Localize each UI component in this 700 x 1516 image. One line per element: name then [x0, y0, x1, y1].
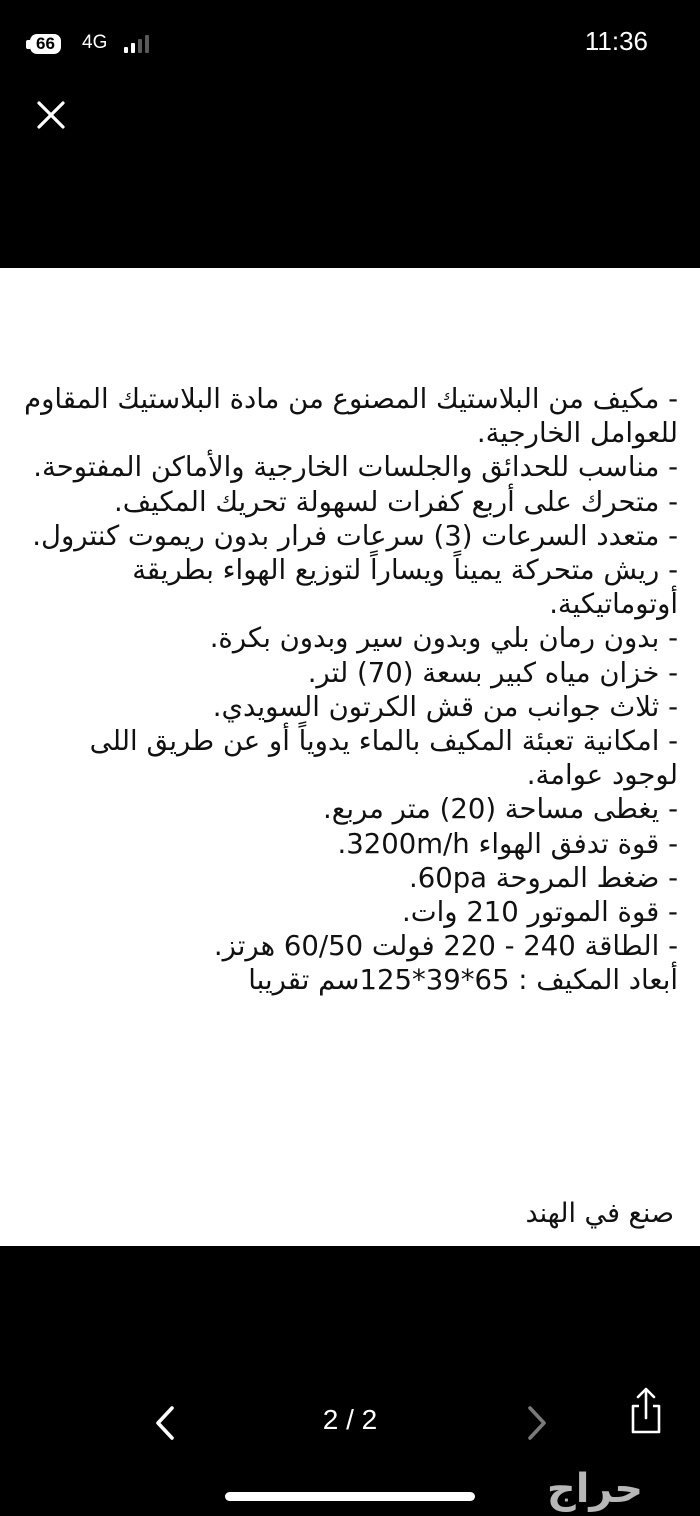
ad-line: - ثلاث جوانب من قش الكرتون السويدي.	[212, 690, 678, 723]
battery-indicator: 66	[30, 34, 61, 54]
ad-line: - بدون رمان بلي وبدون سير وبدون بكرة.	[209, 622, 678, 655]
ad-line: - خزان مياه كبير بسعة (70) لتر.	[307, 656, 678, 689]
share-icon	[622, 1386, 670, 1438]
status-bar	[0, 0, 700, 90]
haraj-watermark: حراج	[546, 1466, 644, 1512]
made-in-label: صنع في الهند	[525, 1198, 674, 1229]
ad-line: - الطاقة 240 - 220 فولت 60/50 هرتز.	[213, 930, 678, 963]
ad-line: - متحرك على أربع كفرات لسهولة تحريك المكيف.	[113, 485, 678, 518]
ad-line: - يغطى مساحة (20) متر مربع.	[322, 793, 678, 826]
previous-button[interactable]	[146, 1400, 186, 1446]
network-type: 4G	[82, 32, 108, 53]
ad-line: - امكانية تعبئة المكيف بالماء يدوياً أو عن طريق اللى لوجود عوامة.	[89, 725, 678, 792]
ad-line: - مكيف من البلاستيك المصنوع من مادة البلاستيك المقاوم للعوامل الخارجية.	[24, 383, 678, 450]
ad-line: - قوة الموتور 210 وات.	[402, 896, 678, 929]
ad-image	[0, 268, 700, 1246]
home-indicator[interactable]	[225, 1492, 475, 1501]
page-counter: 2 / 2	[322, 1404, 378, 1435]
ad-line: - مناسب للحدائق والجلسات الخارجية والأماكن المفتوحة.	[33, 451, 678, 484]
close-icon	[30, 94, 72, 136]
chevron-left-icon	[146, 1400, 186, 1446]
ad-line: أبعاد المكيف : 65*39*125سم تقريبا	[248, 964, 678, 997]
ad-line: - متعدد السرعات (3) سرعات فرار بدون ريموت كنترول.	[32, 519, 678, 552]
ad-line: - ضغط المروحة 60pa.	[408, 861, 678, 894]
close-button[interactable]	[30, 94, 72, 136]
ad-line: - ريش متحركة يميناً ويساراً لتوزيع الهواء بطريقة أوتوماتيكية.	[132, 554, 678, 621]
ad-line: - قوة تدفق الهواء 3200m/h.	[337, 827, 678, 860]
share-button[interactable]	[622, 1386, 670, 1438]
status-time: 11:36	[584, 26, 648, 56]
signal-icon	[124, 35, 152, 53]
chevron-right-icon	[516, 1400, 556, 1446]
ad-description	[18, 382, 678, 998]
next-button[interactable]	[516, 1400, 556, 1446]
